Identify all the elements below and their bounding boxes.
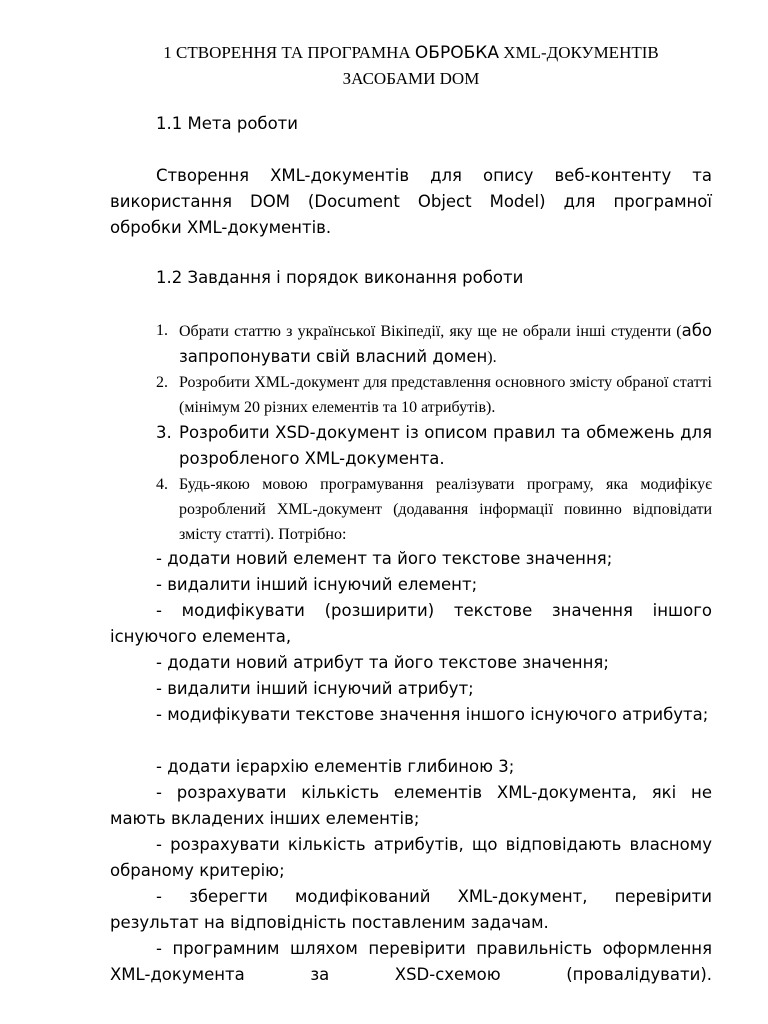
subtask-line: - видалити інший існуючий атрибут; <box>156 679 474 698</box>
document-title <box>110 40 712 92</box>
list-item-text: Розробити XSD-документ із описом правил та обмежень для розробленого XML-документа. <box>179 423 712 468</box>
subtask-line: - додати новий атрибут та його текстове значення; <box>156 653 609 672</box>
subtask-line: - додати ієрархію елементів глибиною 3; <box>156 757 515 776</box>
subtask-line: - програмним шляхом перевірити правильність оформлення XML-документа за XSD-схемою (провалідувати). <box>110 939 712 984</box>
subtask-line: - зберегти модифікований XML-документ, перевірити результат на відповідність поставленим задачам. <box>110 887 712 932</box>
list-item-text-part: або запропонувати свій власний домен <box>179 321 712 366</box>
subtask-line: - розрахувати кількість елементів XML-документа, які не мають вкладених інших елементів; <box>110 783 712 828</box>
title-line-1 <box>110 40 712 66</box>
list-item-text-part: Обрати статтю з української Вікіпедії, яку ще не обрали інші студенти ( <box>179 323 682 340</box>
section-heading-goal: 1.1 Мета роботи <box>156 114 299 133</box>
subtask-line: - модифікувати текстове значення іншого існуючого атрибута; <box>156 705 709 724</box>
title-text-part: ОБРОБКА <box>414 43 499 63</box>
title-line-2: ЗАСОБАМИ DOM <box>342 69 480 88</box>
list-item-text: Будь-якою мовою програмування реалізувати програму, яка модифікує розроблений XML-документ (додавання інформації повинно відповідати змісту статті). Потрібно: <box>179 476 712 543</box>
goal-paragraph: Створення XML-документів для опису веб-контенту та використання DOM (Document Object Model) для програмної обробки XML-документів. <box>110 166 712 237</box>
subtask-line: - додати новий елемент та його текстове значення; <box>156 549 613 568</box>
subtask-line: - видалити інший існуючий елемент; <box>156 575 478 594</box>
list-item-text <box>179 318 712 370</box>
list-number: 1. <box>156 322 168 339</box>
list-number: 3. <box>156 423 172 442</box>
list-number: 2. <box>156 374 168 391</box>
title-text-part: XML-ДОКУМЕНТІВ <box>498 43 659 62</box>
section-heading-tasks: 1.2 Завдання і порядок виконання роботи <box>156 268 524 287</box>
title-text-part: 1 СТВОРЕННЯ ТА ПРОГРАМНА <box>163 43 415 62</box>
list-number: 4. <box>156 476 168 493</box>
subtask-line: - модифікувати (розширити) текстове значення іншого існуючого елемента, <box>110 601 712 646</box>
subtask-line: - розрахувати кількість атрибутів, що відповідають власному обраному критерію; <box>110 835 712 880</box>
list-item-text-part: ). <box>487 349 497 366</box>
list-item-text: Розробити XML-документ для представлення основного змісту обраної статті (мінімум 20 різних елементів та 10 атрибутів). <box>179 374 712 416</box>
